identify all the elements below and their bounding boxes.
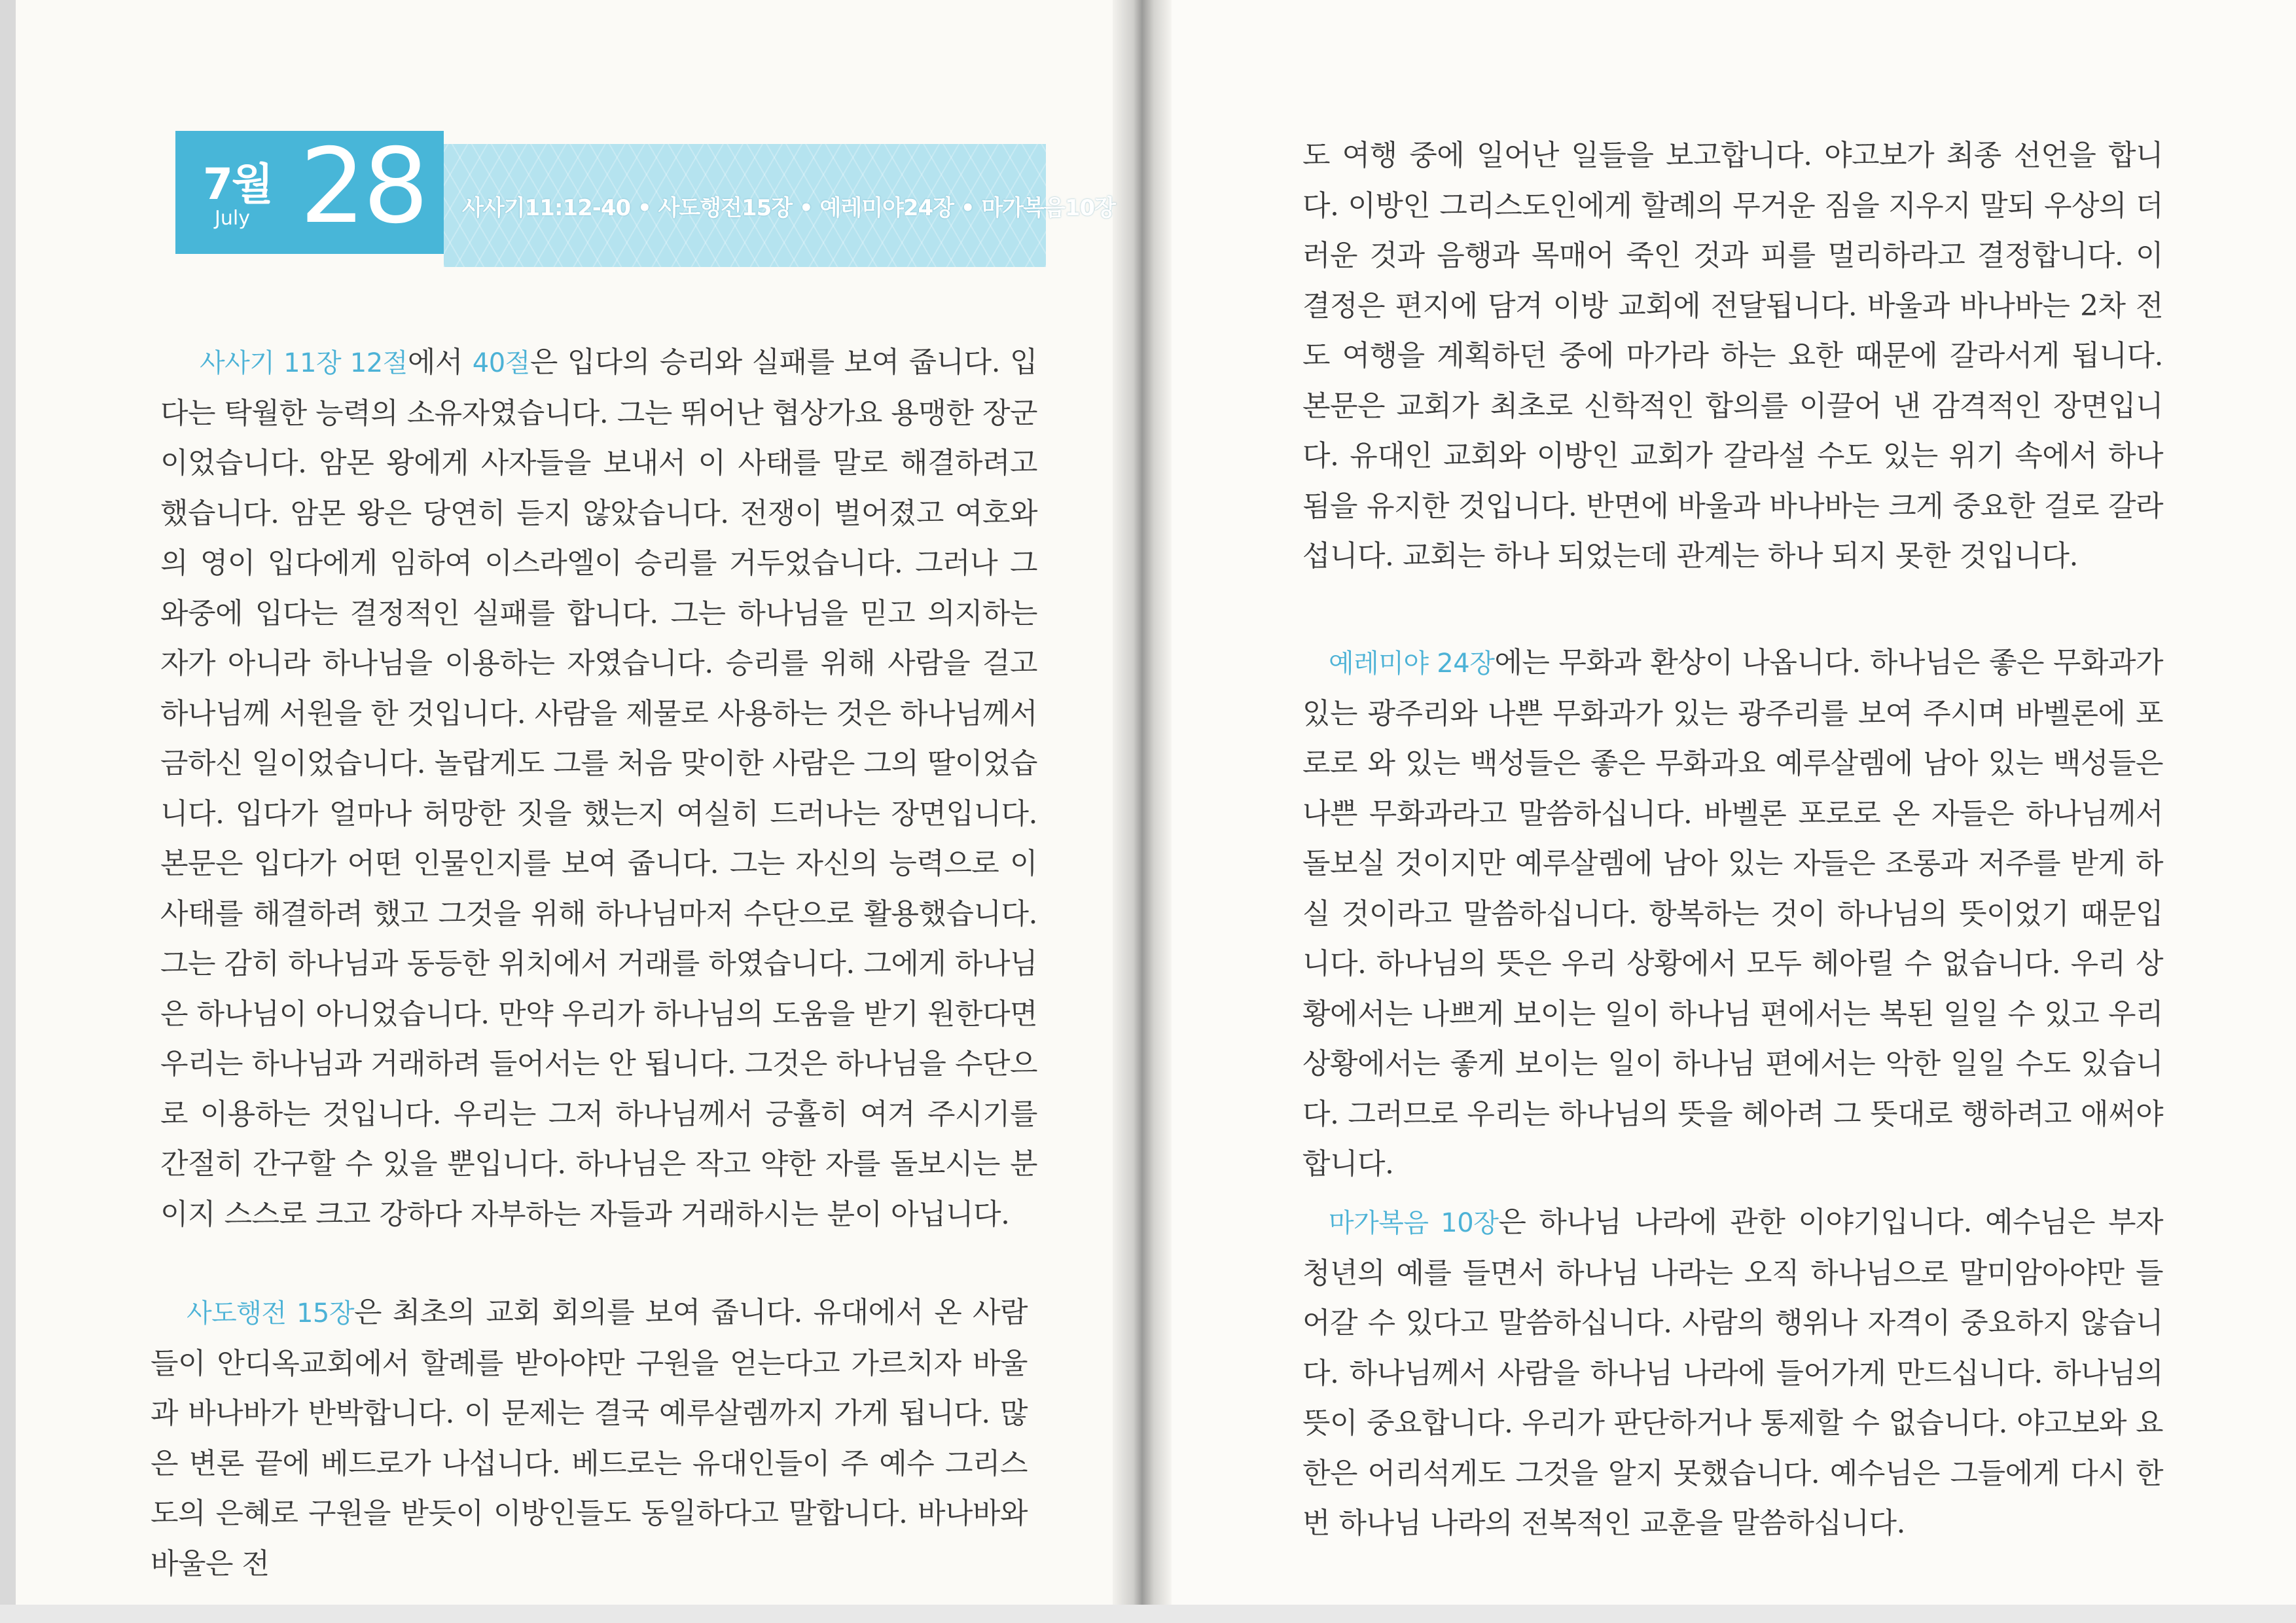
day-number: 28 — [300, 126, 427, 247]
reference-judges-verse: 40절 — [472, 348, 530, 378]
paragraph-acts-text: 은 최초의 교회 회의를 보여 줍니다. 유대에서 온 사람들이 안디옥교회에서 할례를 받아야만 구원을 얻는다고 가르치자 바울과 바나바가 반박합니다. 이 문제는 결국 예루살렘까지 가게 됩니다. 많은 변론 끝에 베드로가 나섭니다. 베드로는 유대인들이 주 예수 그리스도의 은혜로 구원을 받듯이 이방인들도 동일하다고 말합니다. 바나바와 바울은 전 — [151, 1296, 1028, 1580]
reading-banner — [444, 144, 1116, 267]
paragraph-mark — [1302, 1198, 2163, 1549]
paragraph-acts-continued — [1302, 131, 2163, 582]
paragraph-judges-text: 은 입다의 승리와 실패를 보여 줍니다. 입다는 탁월한 능력의 소유자였습니다. 그는 뛰어난 협상가요 용맹한 장군이었습니다. 암몬 왕에게 사자들을 보내서 이 사태를 말로 해결하려고 했습니다. 암몬 왕은 당연히 듣지 않았습니다. 전쟁이 벌어졌고 여호와의 영이 입다에게 임하여 이스라엘이 승리를 거두었습니다. 그러나 그 와중에 입다는 결정적인 실패를 합니다. 그는 하나님을 믿고 의지하는 자가 아니라 하나님을 이용하는 자였습니다. 승리를 위해 사람을 걸고 하나님께 서원을 한 것입니다. 사람을 제물로 사용하는 것은 하나님께서 금하신 일이었습니다. 놀랍게도 그를 처음 맞이한 사람은 그의 딸이었습니다. 입다가 얼마나 허망한 짓을 했는지 여실히 드러나는 장면입니다. 본문은 입다가 어떤 인물인지를 보여 줍니다. 그는 자신의 능력으로 이 사태를 해결하려 했고 그것을 위해 하나님마저 수단으로 활용했습니다. 그는 감히 하나님과 동등한 위치에서 거래를 하였습니다. 그에게 하나님은 하나님이 아니었습니다. 만약 우리가 하나님의 도움을 받기 원한다면 우리는 하나님과 거래하려 들어서는 안 됩니다. 그것은 하나님을 수단으로 이용하는 것입니다. 우리는 그저 하나님께서 긍휼히 여겨 주시기를 간절히 간구할 수 있을 뿐입니다. 하나님은 작고 약한 자를 돌보시는 분이지 스스로 크고 강하다 자부하는 자들과 거래하시는 분이 아닙니다. — [160, 346, 1037, 1231]
page-bottom-edge — [0, 1605, 2296, 1623]
paragraph-judges — [160, 338, 1037, 1240]
paragraph-acts-continued-text: 도 여행 중에 일어난 일들을 보고합니다. 야고보가 최종 선언을 합니다. 이방인 그리스도인에게 할례의 무거운 짐을 지우지 말되 우상의 더러운 것과 음행과 목매어 죽인 것과 피를 멀리하라고 결정합니다. 이 결정은 편지에 담겨 이방 교회에 전달됩니다. 바울과 바나바는 2차 전도 여행을 계획하던 중에 마가라 하는 요한 때문에 갈라서게 됩니다. 본문은 교회가 최초로 신학적인 합의를 이끌어 낸 감격적인 장면입니다. 유대인 교회와 이방인 교회가 갈라설 수도 있는 위기 속에서 하나 됨을 유지한 것입니다. 반면에 바울과 바나바는 크게 중요한 걸로 갈라섭니다. 교회는 하나 되었는데 관계는 하나 되지 못한 것입니다. — [1302, 139, 2163, 573]
date-block — [175, 126, 444, 254]
reference-jeremiah: 예레미야 24장 — [1329, 649, 1495, 679]
paragraph-acts — [151, 1288, 1028, 1589]
paragraph-jeremiah-text: 에는 무화과 환상이 나옵니다. 하나님은 좋은 무화과가 있는 광주리와 나쁜 무화과가 있는 광주리를 보여 주시며 바벨론에 포로로 와 있는 백성들은 좋은 무화과요 예루살렘에 남아 있는 백성들은 나쁜 무화과라고 말씀하십니다. 바벨론 포로로 온 자들은 하나님께서 돌보실 것이지만 예루살렘에 남아 있는 자들은 조롱과 저주를 받게 하실 것이라고 말씀하십니다. 항복하는 것이 하나님의 뜻이었기 때문입니다. 하나님의 뜻은 우리 상황에서 모두 헤아릴 수 없습니다. 우리 상황에서는 나쁘게 보이는 일이 하나님 편에서는 복된 일일 수 있고 우리 상황에서는 좋게 보이는 일이 하나님 편에서는 악한 일일 수도 있습니다. 그러므로 우리는 하나님의 뜻을 헤아려 그 뜻대로 행하려고 애써야 합니다. — [1302, 646, 2163, 1181]
paragraph-jeremiah — [1302, 638, 2163, 1190]
month-label: 7월 — [203, 159, 272, 209]
reference-acts: 사도행전 15장 — [187, 1298, 355, 1329]
paragraph-mark-text: 은 하나님 나라에 관한 이야기입니다. 예수님은 부자 청년의 예를 들면서 하나님 나라는 오직 하나님으로 말미암아야만 들어갈 수 있다고 말씀하십니다. 사람의 행위나 자격이 중요하지 않습니다. 하나님께서 사람을 하나님 나라에 들어가게 만드십니다. 하나님의 뜻이 중요합니다. 우리가 판단하거나 통제할 수 없습니다. 야고보와 요한은 어리석게도 그것을 알지 못했습니다. 예수님은 그들에게 다시 한 번 하나님 나라의 전복적인 교훈을 말씀하십니다. — [1302, 1205, 2163, 1540]
connector-text: 에서 — [407, 346, 473, 379]
month-english-label: July — [215, 207, 250, 230]
reference-judges: 사사기 11장 12절 — [200, 348, 408, 378]
book-gutter — [1113, 0, 1172, 1623]
reading-list: 사사기11:12-40 • 사도행전15장 • 예레미야24장 • 마가복음10장 — [462, 195, 1116, 221]
reference-mark: 마가복음 10장 — [1329, 1208, 1499, 1238]
